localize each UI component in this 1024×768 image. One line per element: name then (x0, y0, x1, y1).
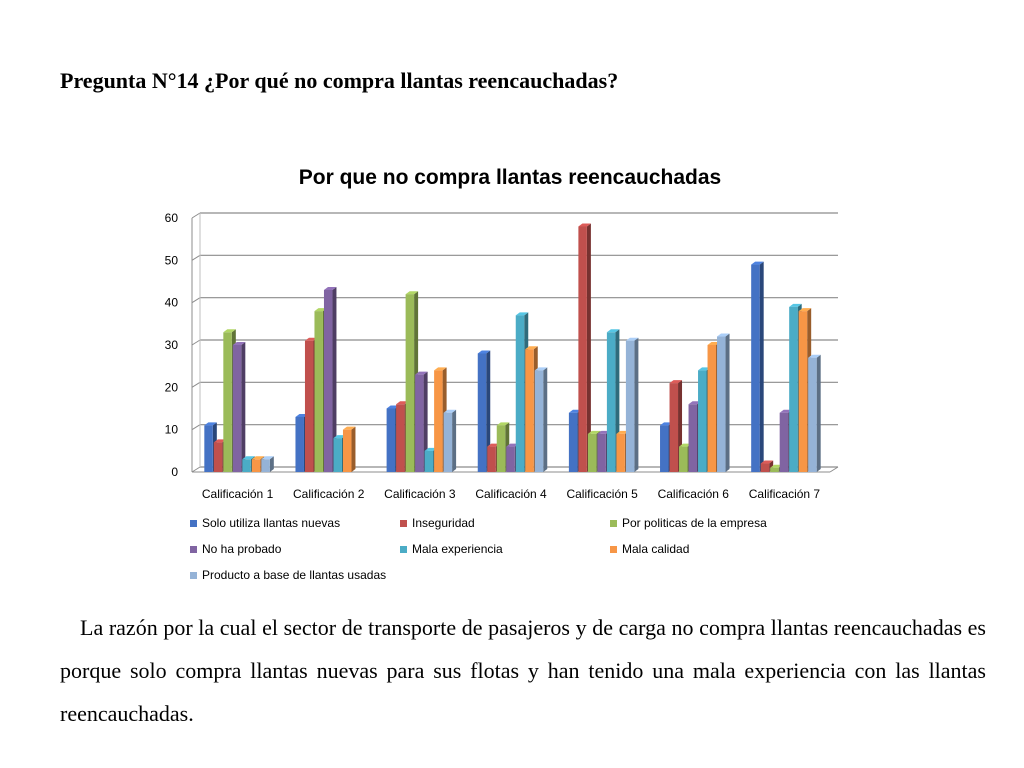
gridline-depth (192, 382, 200, 387)
y-tick-label: 50 (164, 253, 178, 268)
x-tick-label: Calificación 7 (748, 487, 821, 501)
bar (406, 294, 415, 472)
page-heading: Pregunta N°14 ¿Por qué no compra llantas reencauchadas? (60, 68, 619, 93)
legend-label: No ha probado (202, 542, 282, 556)
bar (751, 265, 760, 472)
bar (497, 425, 506, 472)
bar (708, 345, 717, 472)
bar (261, 459, 270, 472)
bar (487, 447, 496, 472)
bar (789, 307, 798, 472)
bar (252, 459, 260, 472)
x-tick-label: Calificación 3 (384, 487, 456, 501)
bar (516, 315, 525, 472)
legend-item (400, 516, 475, 530)
legend-label: Producto a base de llantas usadas (202, 568, 387, 582)
bar (679, 447, 688, 472)
legend-item (610, 516, 767, 530)
bar (597, 434, 606, 472)
bar (387, 409, 396, 473)
bar (214, 442, 223, 472)
legend-label: Solo utiliza llantas nuevas (202, 516, 341, 530)
legend-swatch (610, 520, 617, 527)
bar (396, 404, 405, 472)
bar (204, 425, 213, 472)
legend-swatch (190, 520, 197, 527)
x-tick-label: Calificación 2 (293, 487, 365, 501)
bar (799, 311, 808, 472)
bar (660, 425, 669, 472)
x-tick-label: Calificación 4 (475, 487, 547, 501)
bar (314, 311, 323, 472)
gridline-depth (192, 340, 200, 345)
bar (305, 341, 314, 472)
legend-item (190, 542, 281, 556)
bar (616, 434, 625, 472)
y-tick-label: 20 (164, 380, 178, 395)
bar (223, 332, 232, 472)
legend-item (190, 568, 386, 582)
bar (780, 413, 789, 472)
legend-swatch (190, 572, 197, 579)
bar (535, 370, 544, 472)
legend-item (190, 516, 340, 530)
chart-plot (150, 200, 870, 550)
gridline-depth (192, 425, 200, 430)
legend-label: Mala calidad (622, 542, 690, 556)
y-tick-label: 0 (171, 465, 178, 479)
bar-side (760, 262, 764, 472)
legend-label: Mala experiencia (412, 542, 503, 556)
bar (689, 404, 698, 472)
gridline-depth (192, 467, 200, 472)
bar (324, 290, 333, 472)
bar (525, 349, 534, 472)
bar (626, 341, 635, 472)
bar (415, 375, 424, 472)
bar-side (351, 427, 355, 472)
legend-label: Inseguridad (412, 516, 475, 530)
bar (808, 358, 817, 472)
legend-swatch (190, 546, 197, 553)
x-tick-label: Calificación 5 (566, 487, 638, 501)
bar (770, 468, 779, 472)
bar (698, 370, 707, 472)
bar (717, 337, 726, 472)
bar (333, 438, 342, 472)
bar-side (452, 410, 456, 472)
bar (761, 464, 770, 472)
legend-label: Por politicas de la empresa (622, 516, 767, 530)
body-paragraph: La razón por la cual el sector de transporte de pasajeros y de carga no compra llantas reencauchadas es porque solo compra llantas nuevas para sus flotas y han tenido una mala experiencia con las llantas reencauchadas. (60, 615, 986, 726)
legend-item (400, 542, 503, 556)
bar-side (634, 338, 638, 472)
bar (607, 332, 616, 472)
y-tick-label: 40 (164, 295, 178, 310)
y-tick-label: 30 (164, 338, 178, 352)
bar (444, 413, 453, 472)
x-axis-depth (830, 467, 838, 472)
gridline-depth (192, 298, 200, 303)
legend-swatch (400, 546, 407, 553)
bar (478, 353, 487, 472)
y-tick-label: 10 (164, 422, 178, 437)
bar (295, 417, 304, 472)
bar (233, 345, 242, 472)
bar-side (543, 367, 547, 472)
chart (150, 160, 870, 600)
x-tick-label: Calificación 1 (201, 487, 274, 501)
gridline-depth (192, 213, 200, 218)
bar-side (241, 342, 245, 472)
bar (242, 459, 251, 472)
gridline-depth (192, 255, 200, 260)
bar (506, 447, 515, 472)
bar (578, 226, 587, 472)
bar-side (817, 355, 821, 472)
chart-title: Por que no compra llantas reencauchadas (298, 166, 722, 189)
bar (670, 383, 679, 472)
legend-item (610, 542, 689, 556)
bar (434, 370, 443, 472)
legend-swatch (400, 520, 407, 527)
legend-swatch (610, 546, 617, 553)
y-tick-label: 60 (164, 211, 178, 225)
bar (425, 451, 434, 472)
x-tick-label: Calificación 6 (657, 487, 729, 501)
bar (569, 413, 578, 472)
bar (343, 430, 352, 472)
bar (588, 434, 597, 472)
bar-side (726, 334, 730, 472)
